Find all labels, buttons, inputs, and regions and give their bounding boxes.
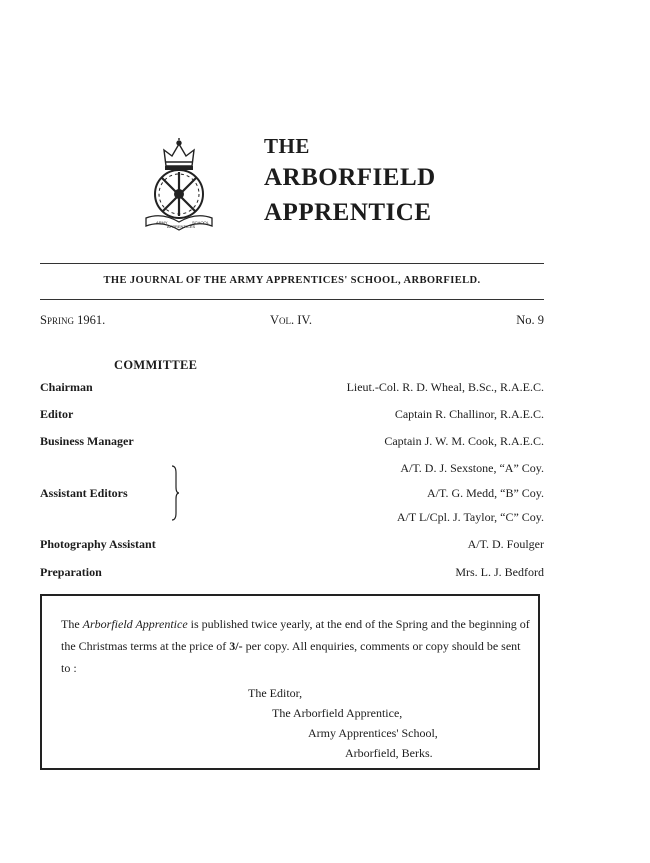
address-line-2: The Arborfield Apprentice, bbox=[272, 706, 403, 720]
top-divider bbox=[40, 263, 544, 264]
crest-scroll-left: ARMY bbox=[156, 220, 168, 225]
address-line-3: Army Apprentices' School, bbox=[308, 726, 438, 740]
crest-scroll-center: APPRENTICES bbox=[167, 224, 196, 229]
name-assistant-editor-a: A/T. D. J. Sexstone, “A” Coy. bbox=[400, 461, 544, 475]
title-line-arborfield: ARBORFIELD bbox=[264, 164, 436, 191]
crest-scroll-right: SCHOOL bbox=[192, 220, 209, 225]
role-editor: Editor bbox=[40, 407, 74, 421]
issue-season: Spring 1961. bbox=[40, 313, 106, 327]
title-line-the: THE bbox=[264, 134, 310, 158]
committee-heading: COMMITTEE bbox=[114, 358, 198, 372]
role-photography-assistant: Photography Assistant bbox=[40, 537, 156, 551]
address-line-4: Arborfield, Berks. bbox=[345, 746, 433, 760]
name-preparation: Mrs. L. J. Bedford bbox=[455, 565, 544, 579]
notice-intro: The bbox=[61, 617, 80, 631]
brace-icon bbox=[170, 465, 180, 521]
bottom-divider bbox=[40, 299, 544, 300]
role-chairman: Chairman bbox=[40, 380, 93, 394]
role-business-manager: Business Manager bbox=[40, 434, 134, 448]
title-line-apprentice: APPRENTICE bbox=[264, 199, 432, 226]
publication-notice-text bbox=[61, 613, 531, 679]
address-line-1: The Editor, bbox=[248, 686, 303, 700]
notice-body-2: per copy. All enquiries, comments or copy should be sent to : bbox=[61, 639, 521, 675]
name-chairman: Lieut.-Col. R. D. Wheal, B.Sc., R.A.E.C. bbox=[346, 380, 544, 394]
army-apprentices-crest-icon bbox=[142, 138, 216, 234]
role-assistant-editors: Assistant Editors bbox=[40, 486, 128, 500]
journal-subtitle: THE JOURNAL OF THE ARMY APPRENTICES' SCHOOL, ARBORFIELD. bbox=[103, 275, 481, 286]
name-business-manager: Captain J. W. M. Cook, R.A.E.C. bbox=[384, 434, 544, 448]
issue-volume: Vol. IV. bbox=[270, 313, 312, 327]
notice-price: 3/- bbox=[229, 639, 243, 653]
notice-body: is published twice yearly, at the end of the Spring and the beginning of the Christmas terms at the price of bbox=[61, 617, 530, 653]
name-editor: Captain R. Challinor, R.A.E.C. bbox=[394, 407, 544, 421]
issue-number: No. 9 bbox=[516, 313, 544, 327]
role-preparation: Preparation bbox=[40, 565, 102, 579]
notice-publication-title: Arborfield Apprentice bbox=[82, 617, 188, 631]
name-assistant-editor-c: A/T L/Cpl. J. Taylor, “C” Coy. bbox=[396, 510, 544, 524]
name-photography-assistant: A/T. D. Foulger bbox=[467, 537, 544, 551]
name-assistant-editor-b: A/T. G. Medd, “B” Coy. bbox=[427, 486, 544, 500]
